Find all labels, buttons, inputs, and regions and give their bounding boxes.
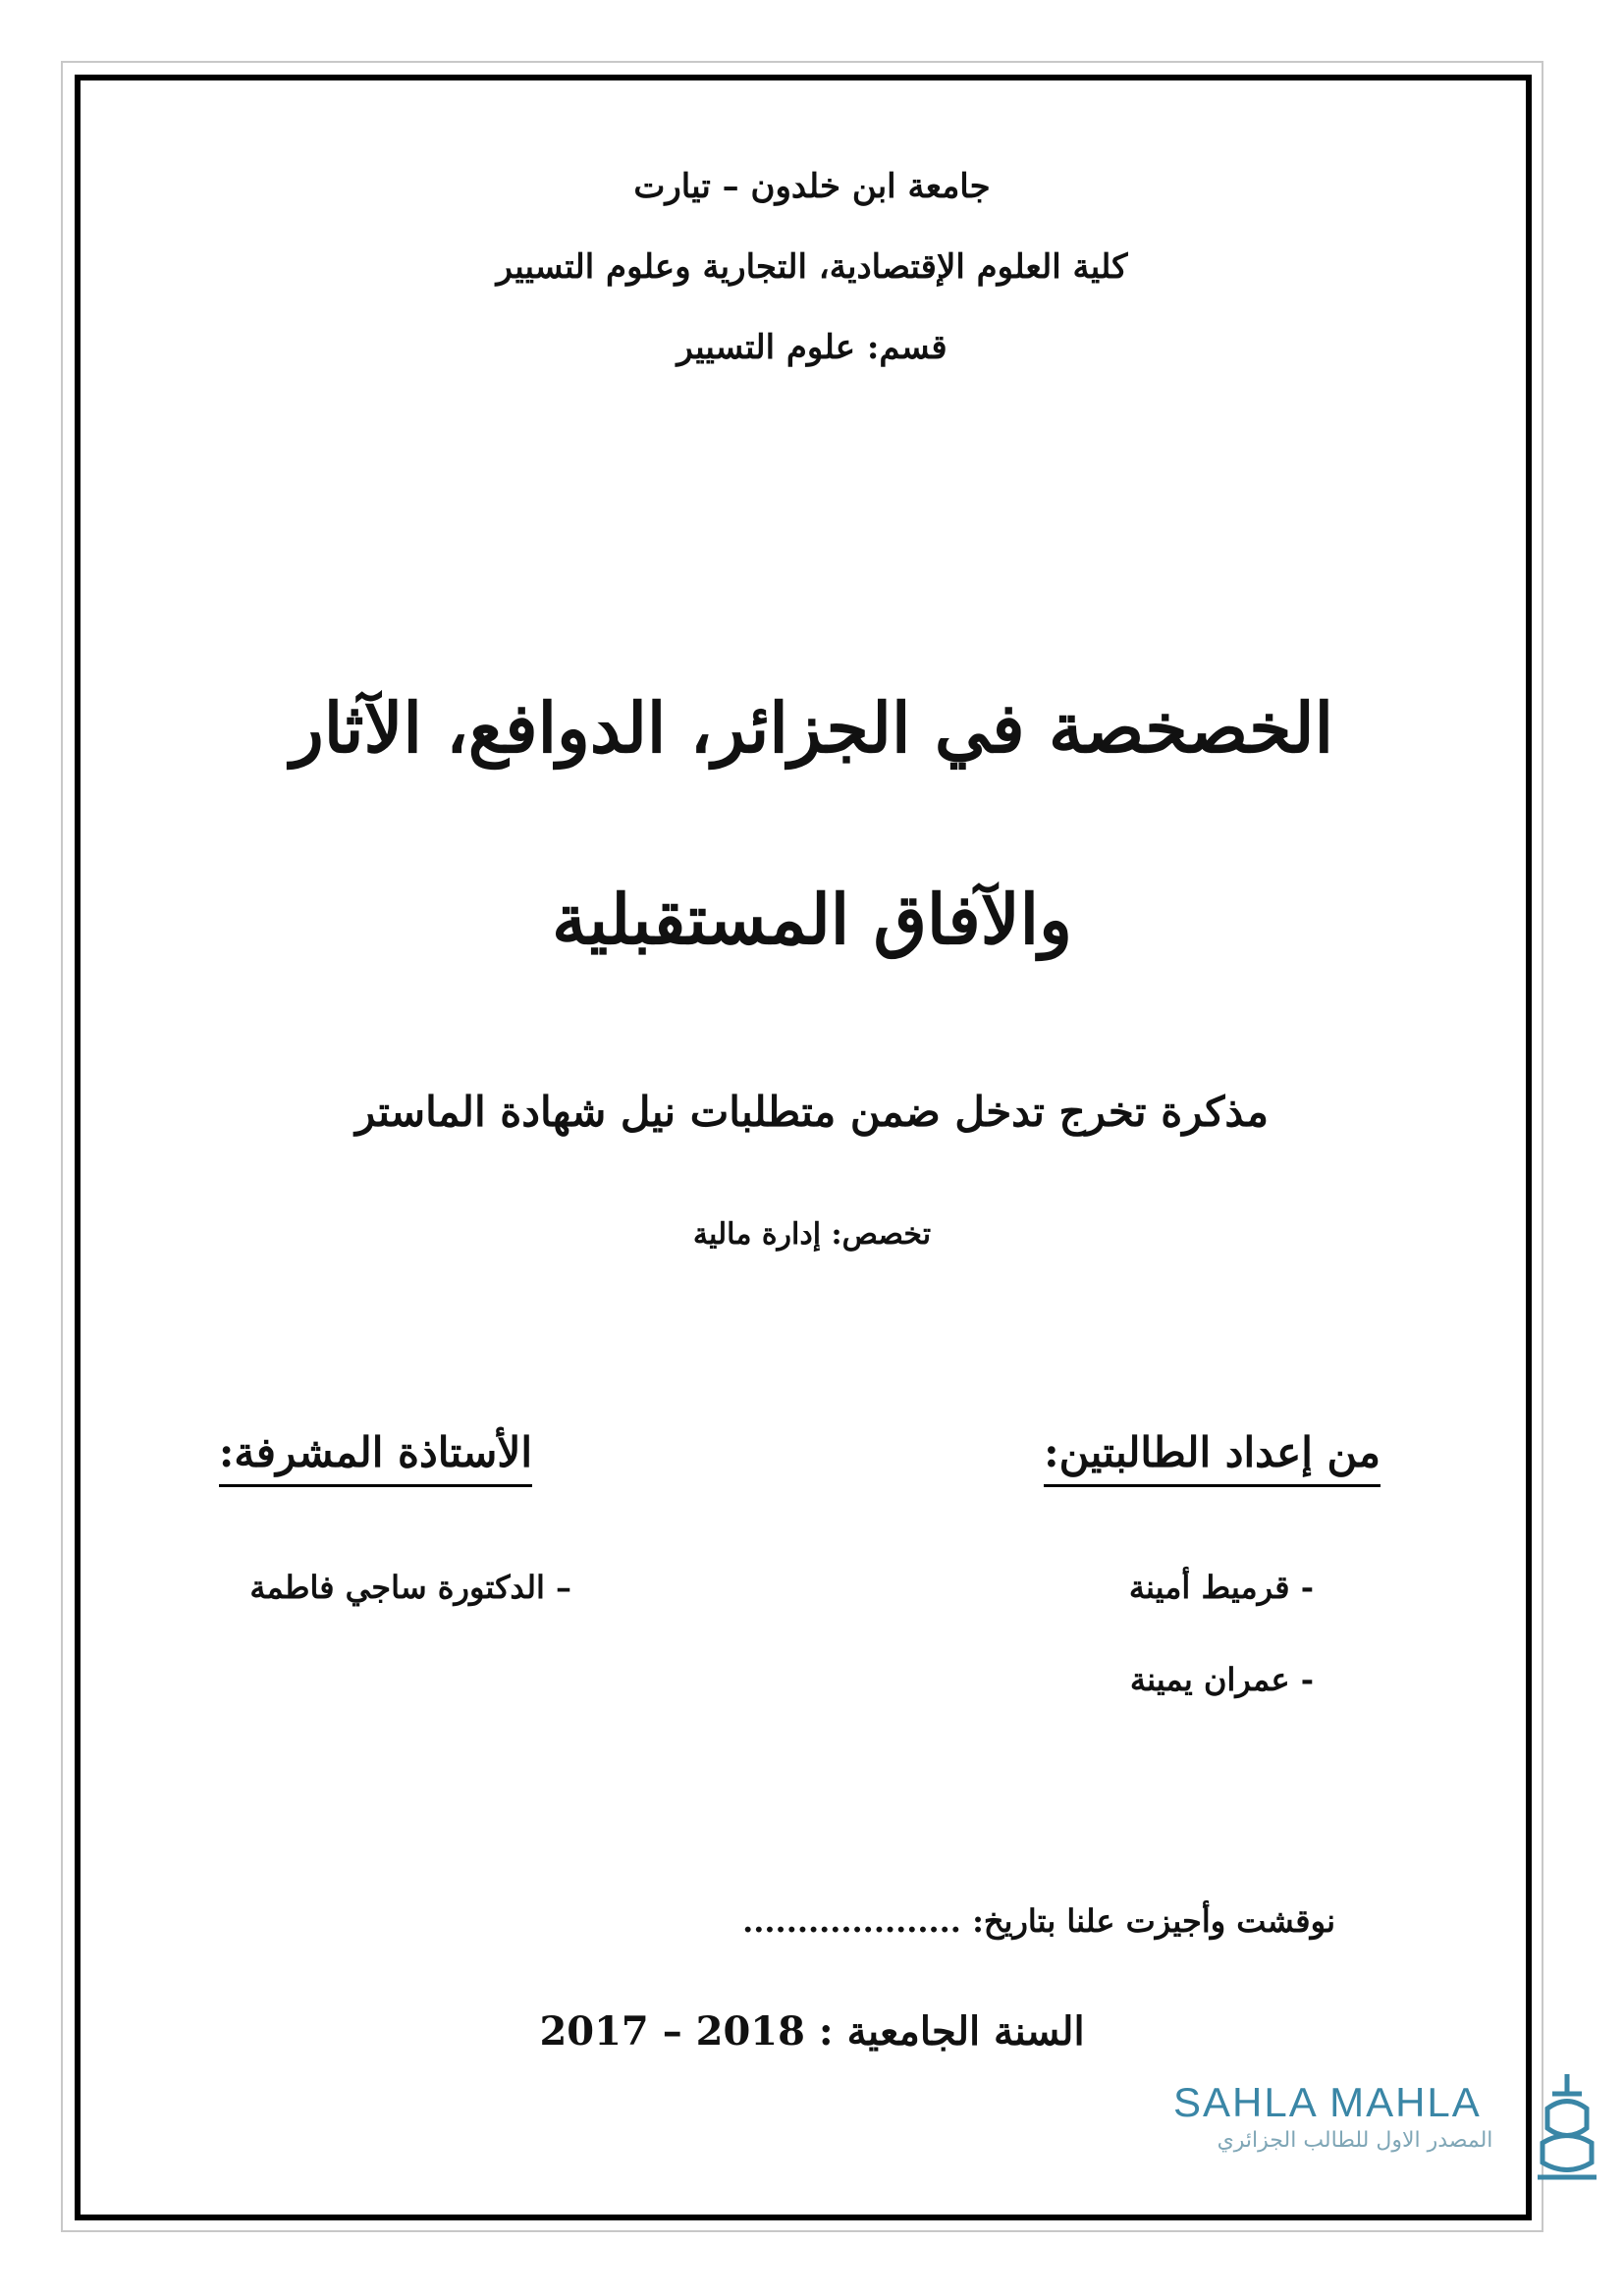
defense-date-line: نوقشت وأجيزت علنا بتاريخ: .................... — [742, 1902, 1335, 1940]
page-inner-border — [75, 75, 1532, 2220]
supervisor-name: – الدكتورة ساجي فاطمة — [249, 1569, 571, 1606]
academic-year — [0, 2008, 1624, 2055]
university-name: جامعة ابن خلدون – تيارت — [633, 167, 991, 206]
thesis-title-line-2: والآفاق المستقبلية — [552, 879, 1072, 960]
thesis-title-line-1: الخصخصة في الجزائر، الدوافع، الآثار — [290, 687, 1334, 769]
supervisor-heading: الأستاذة المشرفة: — [219, 1428, 532, 1487]
thesis-subtitle: مذكرة تخرج تدخل ضمن متطلبات نيل شهادة الماستر — [355, 1088, 1269, 1136]
students-heading: من إعداد الطالبتين: — [1044, 1428, 1380, 1487]
academic-year-value: 2017 – 2018 — [539, 2008, 805, 2055]
watermark-brand: SAHLA MAHLA — [1173, 2079, 1482, 2125]
faculty-name: كلية العلوم الإقتصادية، التجارية وعلوم التسيير — [496, 247, 1128, 287]
student-name-2: - عمران يمينة — [1129, 1661, 1314, 1698]
specialization: تخصص: إدارة مالية — [692, 1217, 932, 1252]
academic-year-label: السنة الجامعية : — [818, 2008, 1085, 2055]
department-name: قسم: علوم التسيير — [677, 328, 947, 367]
student-name-1: - قرميط أمينة — [1128, 1569, 1314, 1606]
watermark-tagline: المصدر الاول للطالب الجزائري — [1217, 2128, 1493, 2153]
watermark-logo-icon — [1528, 2069, 1606, 2197]
